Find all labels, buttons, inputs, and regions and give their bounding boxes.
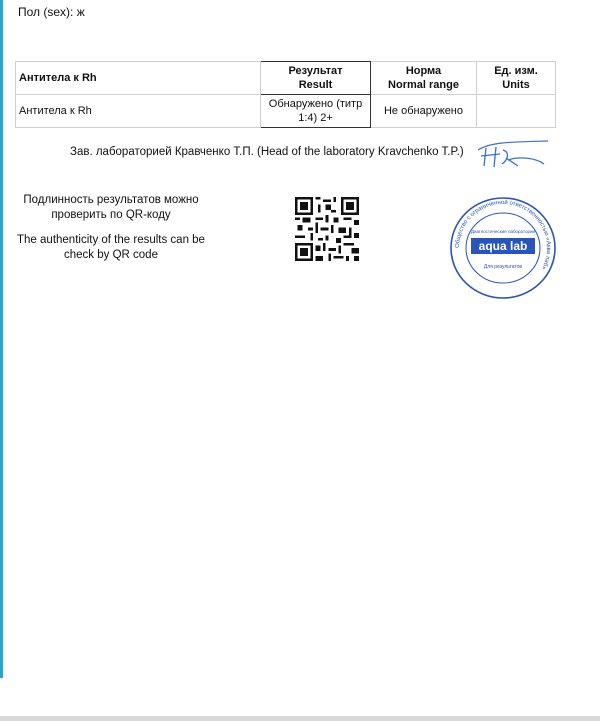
head-of-laboratory: Зав. лабораторией Кравченко Т.П. (Head of the laboratory Kravchenko T.P.) [70,146,464,158]
stamp-center-text: Диагностические лаборатории [470,229,536,234]
header-result [261,62,371,95]
header-units-ru: Ед. изм. [494,65,538,77]
laboratory-stamp [449,196,557,300]
header-norm-ru: Норма [405,65,442,77]
header-norm-en: Normal range [388,79,459,91]
authenticity-text-en: The authenticity of the results can be check by QR code [17,234,205,261]
results-table [15,61,556,128]
row-norm: Не обнаружено [371,95,477,128]
patient-sex: Пол (sex): ж [18,5,85,19]
table-header-row [16,62,556,95]
bottom-divider [0,716,600,721]
header-test-name: Антитела к Rh [16,62,261,95]
row-result: Обнаружено (титр 1:4) 2+ [261,95,371,128]
authenticity-text-ru: Подлинность результатов можно проверить по QR-коду [23,194,199,221]
header-result-en: Result [298,79,333,91]
signature-image [470,138,552,172]
table-row [16,95,556,128]
header-units-en: Units [502,79,530,91]
row-units [477,95,556,128]
header-norm [371,62,477,95]
stamp-outer-text: Общество с ограниченной ответственностью «Аква лаб» [454,199,552,271]
header-result-ru: Результат [288,65,343,77]
row-test-name: Антитела к Rh [16,95,261,128]
qr-code [295,197,359,261]
stamp-bottom-text: Для результатов [483,264,523,270]
stamp-brand-text: aqua lab [478,239,528,253]
header-units [477,62,556,95]
left-accent-bar [0,0,3,678]
